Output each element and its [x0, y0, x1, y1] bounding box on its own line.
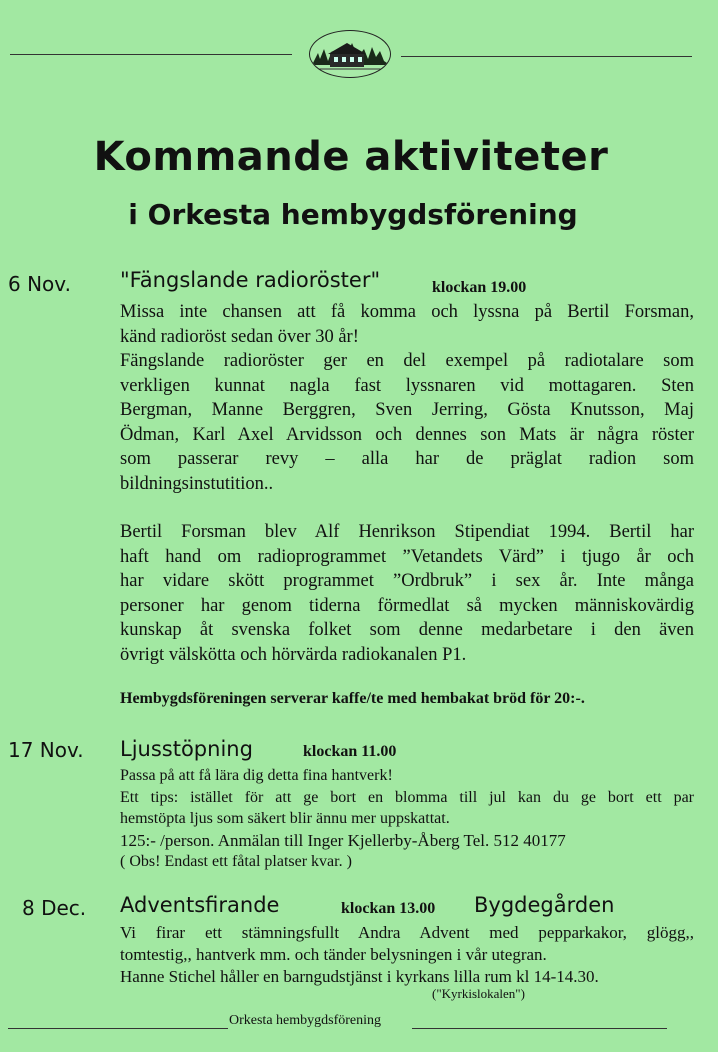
text-line: övrigt välskötta och hörvärda radiokanalen P1. — [120, 644, 467, 665]
text-line: Passa på att få lära dig detta fina hantverk! — [120, 767, 393, 784]
event-time: klockan 11.00 — [303, 743, 397, 760]
text-line: Bergman, Manne Berggren, Sven Jerring, Gösta Knutsson, Maj — [120, 400, 694, 420]
text-line: Fängslande radioröster ger en del exempel på radiotalare som — [120, 351, 694, 371]
text-line: känd radioröst sedan över 30 år! — [120, 326, 359, 347]
text-line: personer har genom tiderna förmedlat så mycken människovärdig — [120, 595, 694, 616]
event-date: 8 Dec. — [22, 896, 87, 920]
event-title: Ljusstöpning — [120, 737, 253, 761]
event-date: 6 Nov. — [8, 272, 71, 296]
text-line: verkligen kunnat nagla fast lyssnaren vid mottagaren. Sten — [120, 375, 694, 396]
footer-rule-left — [8, 1028, 228, 1029]
header-rule-right — [401, 56, 692, 57]
text-line: Hanne Stichel håller en barngudstjänst i kyrkans lilla rum kl 14-14.30. — [120, 967, 599, 986]
event-description — [120, 300, 694, 496]
event-time: klockan 19.00 — [432, 279, 527, 296]
text-line: hemstöpta ljus som säkert blir ännu mer uppskattat. — [120, 810, 450, 827]
venue-note: ("Kyrkislokalen") — [432, 986, 525, 1001]
text-line: har vidare skött programmet ”Ordbruk” i sex år. Inte många — [120, 571, 694, 591]
page-subtitle: i Orkesta hembygdsförening — [128, 198, 578, 231]
text-line: Vi firar ett stämningsfullt Andra Advent med pepparkakor, glögg,, — [120, 923, 694, 942]
refreshment-note: Hembygdsföreningen serverar kaffe/te med hembakat bröd för 20:-. — [120, 690, 585, 707]
text-line: Missa inte chansen att få komma och lyssna på Bertil Forsman, — [120, 302, 694, 322]
text-line: Ett tips: istället för att ge bort en blomma till jul kan du ge bort ett par — [120, 788, 694, 806]
footer-text: Orkesta hembygdsförening — [229, 1013, 382, 1028]
text-line: Bertil Forsman blev Alf Henrikson Stipendiat 1994. Bertil har — [120, 522, 694, 542]
event-time: klockan 13.00 — [341, 900, 436, 917]
text-line: tomtestig,, hantverk mm. och tänder belysningen i vår utegran. — [120, 945, 547, 964]
event-title: Adventsfirande — [120, 893, 280, 917]
text-line: som passerar revy – alla har de präglat radion som — [120, 449, 694, 469]
event-date: 17 Nov. — [8, 738, 84, 762]
text-line: 125:- /person. Anmälan till Inger Kjellerby-Åberg Tel. 512 40177 — [120, 830, 566, 850]
event-description — [120, 922, 694, 988]
page-title: Kommande aktiviteter — [93, 134, 609, 180]
event-title: "Fängslande radioröster" — [120, 268, 381, 292]
text-line: Ödman, Karl Axel Arvidsson och dennes son Mats är några röster — [120, 424, 694, 445]
text-line: bildningsinstutition.. — [120, 473, 274, 494]
house-logo — [309, 30, 391, 78]
footer-rule-right — [412, 1028, 667, 1029]
text-line: haft hand om radioprogrammet ”Vetandets Värd” i tjugo år och — [120, 546, 694, 567]
event-description — [120, 520, 694, 667]
text-line: ( Obs! Endast ett fåtal platser kvar. ) — [120, 853, 352, 870]
event-description — [120, 765, 694, 873]
header-rule-left — [10, 54, 292, 55]
event-venue: Bygdegården — [474, 893, 615, 917]
text-line: kunskap åt svenska folket som denne medarbetare i den även — [120, 620, 694, 640]
